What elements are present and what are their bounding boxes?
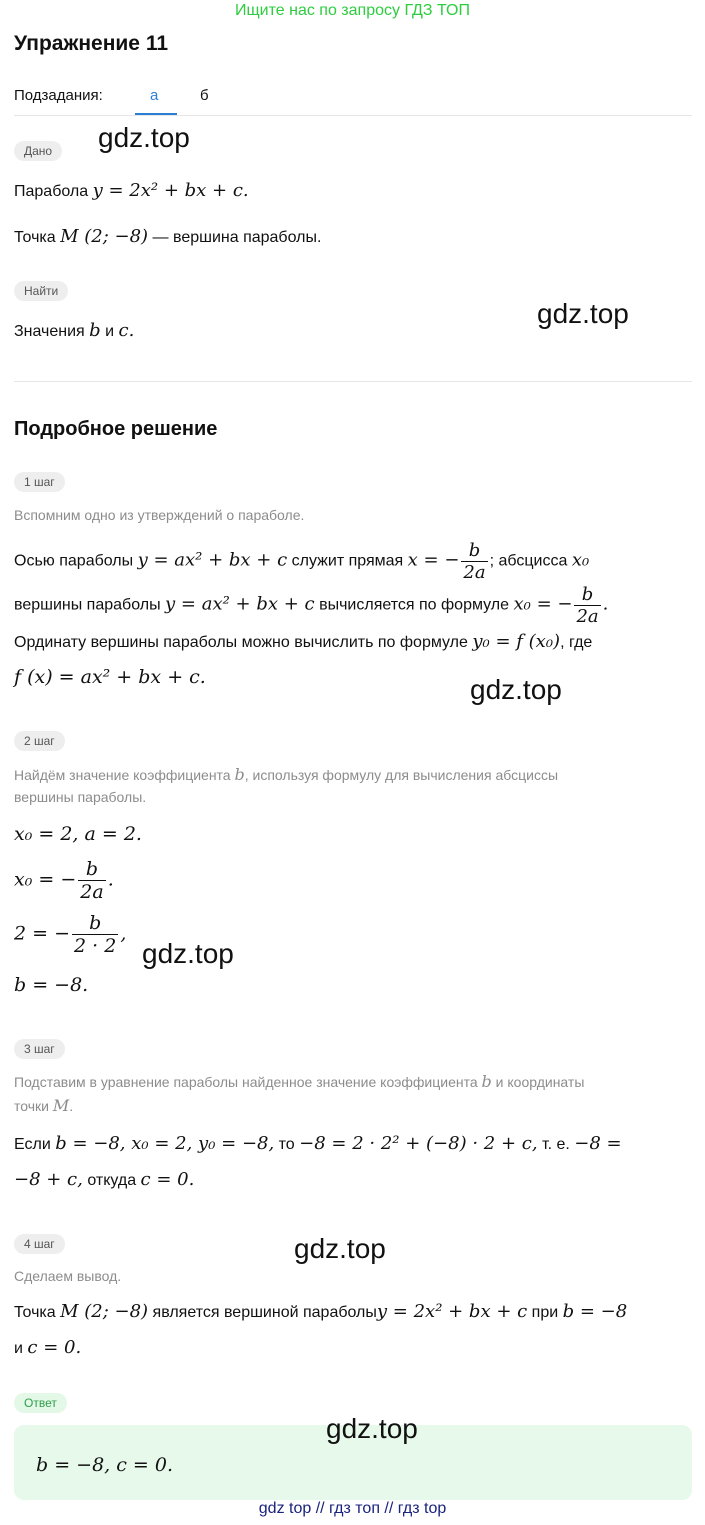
- step-hint: [14, 1096, 73, 1115]
- fraction: [461, 540, 487, 583]
- fraction-denominator: 2a: [463, 562, 486, 583]
- subtasks-label: Подзадания:: [14, 87, 103, 104]
- step4-line1: [14, 1301, 627, 1322]
- step1-line4: f (x) = ax² + bx + c.: [14, 666, 206, 688]
- step1-line3: [14, 631, 592, 652]
- tabs-divider: [14, 115, 692, 116]
- step-text: и: [14, 1340, 23, 1357]
- step-text: т. е.: [542, 1136, 570, 1153]
- watermark: gdz.top: [470, 674, 562, 705]
- step-math: −8 =: [574, 1133, 622, 1154]
- tab-b[interactable]: б: [200, 87, 209, 104]
- step-badge: 3 шаг: [14, 1039, 65, 1059]
- step-hint: [14, 765, 558, 784]
- step-math: b: [234, 765, 245, 784]
- step-badge-wrap: [14, 1234, 65, 1254]
- fraction-numerator: b: [468, 540, 481, 561]
- answer-badge: Ответ: [14, 1393, 67, 1413]
- step2-eq2: [14, 858, 114, 903]
- step-text: вершины параболы: [14, 596, 161, 614]
- step-math: b = −8: [562, 1301, 628, 1322]
- step-text: точки: [14, 1098, 49, 1114]
- answer-math: b = −8, c = 0.: [36, 1454, 174, 1476]
- step2-eq4: b = −8.: [14, 974, 89, 996]
- given-badge-wrap: [14, 141, 62, 161]
- step4-line2: [14, 1337, 81, 1358]
- section-divider: [14, 381, 692, 382]
- step-math: x = −: [407, 549, 460, 571]
- step-math: y₀ = f (x₀): [472, 631, 561, 652]
- footer-links[interactable]: gdz top // гдз топ // гдз top: [258, 1500, 447, 1517]
- step-hint: [14, 1072, 584, 1091]
- step-math: y = ax² + bx + c: [165, 593, 315, 615]
- step-badge: 2 шаг: [14, 731, 65, 751]
- step-math: M (2; −8): [60, 1301, 149, 1322]
- step-math: c = 0.: [27, 1337, 82, 1358]
- step-math: 2 = −: [14, 922, 71, 945]
- step-badge: 4 шаг: [14, 1234, 65, 1254]
- step-text: Осью параболы: [14, 552, 134, 570]
- find-badge: Найти: [14, 281, 68, 301]
- step-math: x₀ = −: [513, 593, 573, 615]
- given-text: Точка: [14, 229, 56, 246]
- step-math: y = 2x² + bx + c: [376, 1301, 528, 1322]
- step-math: b = −8, x₀ = 2, y₀ = −8,: [55, 1133, 275, 1154]
- given-math: M (2; −8): [60, 226, 149, 247]
- step2-eq3: [14, 912, 126, 957]
- step-text: , используя формулу для вычисления абсциссы: [244, 767, 559, 783]
- fraction: [72, 912, 118, 957]
- step-text: Точка: [14, 1304, 56, 1321]
- given-text: — вершина параболы.: [152, 229, 322, 246]
- step-math: x₀ = −: [14, 868, 77, 891]
- step-text: .: [69, 1098, 74, 1114]
- step-math: −8 + c,: [14, 1169, 83, 1190]
- step-hint: вершины параболы.: [14, 789, 147, 805]
- step-badge-wrap: [14, 731, 65, 751]
- step-text: Ординату вершины параболы можно вычислить по формуле: [14, 634, 468, 651]
- fraction-numerator: b: [85, 858, 99, 880]
- solution-title: Подробное решение: [14, 418, 218, 440]
- step3-line1: [14, 1133, 622, 1154]
- step-math: .: [107, 868, 114, 891]
- step-text: Найдём значение коэффициента: [14, 767, 231, 783]
- step-text: , где: [560, 634, 593, 651]
- fraction-numerator: b: [581, 584, 594, 605]
- watermark: gdz.top: [294, 1233, 386, 1264]
- tab-a[interactable]: а: [150, 87, 159, 104]
- step-math: c = 0.: [140, 1169, 195, 1190]
- answer-badge-wrap: [14, 1393, 67, 1413]
- watermark: gdz.top: [98, 122, 190, 153]
- step-badge-wrap: [14, 472, 65, 492]
- watermark: gdz.top: [142, 938, 234, 969]
- step-text: то: [278, 1136, 295, 1153]
- find-text: и: [105, 323, 115, 340]
- given-parabola: [14, 180, 249, 201]
- given-text: Парабола: [14, 183, 89, 200]
- step3-line2: [14, 1169, 194, 1190]
- step1-line2: [14, 584, 608, 627]
- step-math: x₀: [571, 549, 590, 571]
- top-banner: Ищите нас по запросу ГДЗ ТОП: [235, 2, 470, 19]
- step-text: при: [531, 1304, 559, 1321]
- step-math: M: [52, 1096, 70, 1115]
- step-math: .: [602, 593, 609, 615]
- step-text: и координаты: [495, 1074, 585, 1090]
- step-text: является вершиной параболы: [152, 1304, 377, 1321]
- step-text: вычисляется по формуле: [319, 596, 510, 614]
- step-text: Подставим в уравнение параболы найденное значение коэффициента: [14, 1074, 478, 1090]
- step-badge-wrap: [14, 1039, 65, 1059]
- page-title: Упражнение 11: [14, 32, 169, 55]
- step-hint: Сделаем вывод.: [14, 1268, 122, 1284]
- step-math: b: [481, 1072, 492, 1091]
- watermark: gdz.top: [537, 298, 629, 329]
- given-point: [14, 226, 321, 247]
- find-math: c.: [118, 320, 135, 341]
- step-math: ,: [120, 922, 127, 945]
- step-text: ; абсцисса: [489, 552, 568, 570]
- fraction-denominator: 2a: [576, 606, 599, 627]
- watermark: gdz.top: [326, 1413, 418, 1444]
- step1-line1: [14, 540, 589, 583]
- given-badge: Дано: [14, 141, 62, 161]
- fraction: [78, 858, 105, 903]
- step-math: y = ax² + bx + c: [137, 549, 288, 571]
- given-math: y = 2x² + bx + c.: [92, 180, 249, 201]
- step-text: откуда: [87, 1172, 137, 1189]
- find-line: [14, 320, 134, 341]
- step-math: −8 = 2 · 2² + (−8) · 2 + c,: [299, 1133, 538, 1154]
- step2-eq1: x₀ = 2, a = 2.: [14, 823, 142, 845]
- find-badge-wrap: [14, 281, 68, 301]
- fraction-denominator: 2 · 2: [74, 935, 117, 957]
- step-text: Если: [14, 1136, 51, 1153]
- fraction: [574, 584, 600, 627]
- step-badge: 1 шаг: [14, 472, 65, 492]
- fraction-numerator: b: [89, 912, 102, 934]
- step-hint: Вспомним одно из утверждений о параболе.: [14, 507, 305, 523]
- find-math: b: [89, 320, 101, 341]
- fraction-denominator: 2a: [80, 881, 104, 903]
- find-text: Значения: [14, 323, 85, 340]
- step-text: служит прямая: [291, 552, 404, 570]
